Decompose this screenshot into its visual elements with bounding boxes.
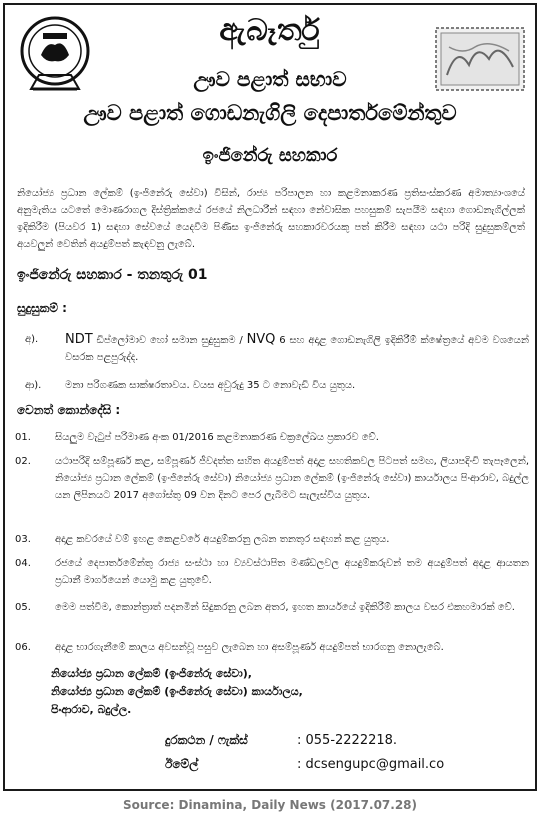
item-text: සියලුම වැටුප් පරිමාණ අංක 01/2016 කළමනාකරණ චක්‍රලේඛය ප්‍රකාරව වේ. [55,432,379,443]
item-number: 05. [15,602,31,613]
department-name: ඌව පළාත් ගොඩනැගිලි දෙපාර්තමේන්තුව [83,101,457,125]
email-value: : dcsengupc@gmail.co [297,757,445,772]
condition-item [15,429,529,446]
condition-item [15,639,529,656]
item-text: අදාළ කවරයේ වම් ඉහළ කෙළවරේ අයදුම්කරනු ලබන තනතුර සඳහන් කළ යුතුය. [55,534,390,545]
condition-item [15,531,529,548]
item-number: ආ). [25,380,42,391]
nvq-label: NVQ [246,332,276,347]
conditions-heading: වෙනත් කොන්දේසි : [17,403,121,417]
phone-label: දුරකථන / ෆැක්ස් [165,733,248,747]
post-heading: ඉංජිනේරු සහකාර [202,145,338,166]
advertisement [3,3,537,791]
item-number: 03. [15,534,31,545]
item-text: මනා පරිගණක සාක්ෂරතාවය. වයස අවුරුදු 35 ට නොවැඩි විය යුතුය. [65,380,356,391]
condition-item [15,555,529,589]
signature-line: නියෝජ්‍ය ප්‍රධාන ලේකම් (ඉංජිනේරු සේවා), [51,667,252,680]
signature-block [51,665,303,719]
ndt-label: NDT [65,332,93,347]
item-number: අ). [25,334,39,345]
qualification-item [25,377,529,394]
qualification-item [25,331,529,366]
item-text: අදාළ භාරගැනීමේ කාලය අවසන්වූ පසුව ලැබෙන හා අසම්පූර්ණ අයදුම්පත් භාරගනු නොලැබේ. [55,642,444,653]
council-name: ඌව පළාත් සභාව [193,67,347,91]
headline: ඇබෑර්තු [219,13,321,48]
item-text: මෙම පත්වීම, කොන්ත්‍රාත් පදනමින් සිදුකරනු ලබන අතර, ඉහත කාර්යයේ ඉදිකිරීම් කාලය වසර එකහමාරක් වේ. [55,602,515,613]
phone-value: : 055-2222218. [297,733,398,748]
contact-email [165,757,444,772]
signature-line: පිංආරාව, බදුල්ල. [51,703,132,716]
item-number: 06. [15,642,31,653]
condition-item [15,453,529,504]
item-number: 02. [15,456,31,467]
condition-item [15,599,529,616]
vacancy-title: ඉංජිනේරු සහකාර - තනතුරු 01 [17,267,208,283]
qualifications-heading: සුදුසුකම් : [17,301,67,315]
item-text: රජයේ දෙපාර්තමේන්තු රාජ්‍ය සංස්ථා හා ව්‍යවස්ථාපිත මණ්ඩලවල අයදුම්කරුවන් තම අයදුම්පත් අදාළ ආයතන ප්‍රධානී මාර්ගයෙන් යොමු කළ යුතුවේ. [55,558,529,586]
item-text-part: ඩිප්ලෝමාව හෝ සමාන සුදුසුකම / [92,335,247,346]
email-label: ඊමේල් [165,757,199,771]
item-text-part: 6 සහ අදාළ ගොඩනැගිලි ඉදිකිරීම් ක්ෂේත්‍රයේ අවම වශයෙන් වසරක පළපුරුද්ද. [65,335,529,363]
item-number: 04. [15,558,31,569]
signature-line: නියෝජ්‍ය ප්‍රධාන ලේකම් (ඉංජිනේරු සේවා) කාර්යාලය, [51,685,303,698]
source-caption: Source: Dinamina, Daily News (2017.07.28) [122,798,418,812]
item-number: 01. [15,432,31,443]
intro-paragraph: නියෝජ්‍ය ප්‍රධාන ලේකම් (ඉංජිනේරු සේවා) විසින්, රාජ්‍ය පරිපාලන හා කළමනාකරණ ප්‍රතිසංස්කරණ අමාත්‍යාංශයේ අනුමැතිය යටතේ මොණරාගල දිස්ත්‍රික්කයේ රජයේ නිලධාරීන් සඳහා නේවාසික පහසුකම් සැපයීම සඳහා ගොඩනැගිල්ලක් ඉදිකිරීම (පියවර 1) සඳහා සේවයේ යෙදවීම පිණිස ඉංජිනේරු සහකාරවරයකු පත් කිරීම සඳහා යථා පරිදි සුදුසුකම්ලත් අයවලුන් වෙතින් අයදුම්පත් කැඳවනු ලැබේ. [17,188,525,250]
item-text [65,331,529,366]
contact-phone [165,733,397,748]
decorative-stamp-icon [435,27,525,91]
item-text: යථාපරිදි සම්පූර්ණ කළ, සම්පූර්ණ ජීවදත්ත සහිත අයදුම්පත් අදාළ සහතිකවල පිටපත් සමඟ, ලියාපදිංචි තැපෑලෙන්, නියෝජ්‍ය ප්‍රධාන ලේකම් (ඉංජිනේරු සේවා) නියෝජ්‍ය ප්‍රධාන ලේකම් (ඉංජිනේරු සේවා) කාර්යාලය පිංආරාව, බදුල්ල යන ලිපිනයට 2017 අගෝස්තු 09 වන දිනට පෙර ලැබීමට සැලැස්විය යුතුය. [55,456,529,501]
